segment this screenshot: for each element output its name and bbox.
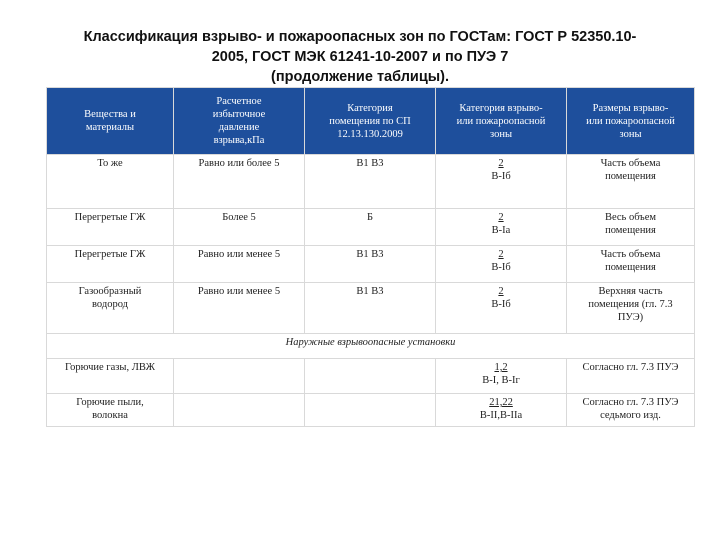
substance-cell: То же <box>47 155 174 209</box>
table-row <box>47 246 695 283</box>
room-category-cell <box>305 359 436 394</box>
room-category-cell: Б <box>305 209 436 246</box>
table-row <box>47 283 695 334</box>
table-header <box>47 88 695 155</box>
pressure-cell <box>174 394 305 427</box>
zone-category-cell: 1,2 В-I, В-Iг <box>436 359 567 394</box>
zones-table <box>46 87 695 427</box>
header-room-category: Категория помещения по СП 12.13.130.2009 <box>305 88 436 155</box>
section-row <box>47 334 695 359</box>
pressure-cell: Равно или более 5 <box>174 155 305 209</box>
page-title <box>20 27 700 87</box>
substance-cell: Горючие газы, ЛВЖ <box>47 359 174 394</box>
section-heading: Наружные взрывоопасные установки <box>47 334 695 359</box>
header-zone-category: Категория взрыво- или пожароопасной зоны <box>436 88 567 155</box>
table-row <box>47 394 695 427</box>
zone-category-cell: 2 В-Iб <box>436 246 567 283</box>
title-line-1: Классификация взрыво- и пожароопасных зон по ГОСТам: ГОСТ Р 52350.10- <box>83 29 637 45</box>
header-pressure: Расчетное избыточное давление взрыва,кПа <box>174 88 305 155</box>
header-zone-size: Размеры взрыво- или пожароопасной зоны <box>567 88 695 155</box>
zone-size-cell: Согласно гл. 7.3 ПУЭ <box>567 359 695 394</box>
title-line-2: 2005, ГОСТ МЭК 61241-10-2007 и по ПУЭ 7 <box>211 49 509 65</box>
zone-size-cell: Верхняя часть помещения (гл. 7.3 ПУЭ) <box>567 283 695 334</box>
room-category-cell: В1 В3 <box>305 283 436 334</box>
table-row <box>47 209 695 246</box>
title-line-3: (продолжение таблицы). <box>271 69 449 85</box>
zone-category-cell: 2 В-Iб <box>436 283 567 334</box>
substance-cell: Перегретые ГЖ <box>47 209 174 246</box>
room-category-cell: В1 В3 <box>305 246 436 283</box>
header-substances: Вещества и материалы <box>47 88 174 155</box>
pressure-cell: Равно или менее 5 <box>174 246 305 283</box>
zone-category-cell: 21,22 В-II,В-IIа <box>436 394 567 427</box>
pressure-cell: Равно или менее 5 <box>174 283 305 334</box>
zone-size-cell: Весь объем помещения <box>567 209 695 246</box>
substance-cell: Перегретые ГЖ <box>47 246 174 283</box>
table-row <box>47 359 695 394</box>
room-category-cell <box>305 394 436 427</box>
substance-cell: Горючие пыли, волокна <box>47 394 174 427</box>
table-row <box>47 155 695 209</box>
zone-category-cell: 2 В-Iа <box>436 209 567 246</box>
room-category-cell: В1 В3 <box>305 155 436 209</box>
zone-size-cell: Согласно гл. 7.3 ПУЭ седьмого изд. <box>567 394 695 427</box>
pressure-cell: Более 5 <box>174 209 305 246</box>
zone-category-cell: 2 В-Iб <box>436 155 567 209</box>
substance-cell: Газообразный водород <box>47 283 174 334</box>
zone-size-cell: Часть объема помещения <box>567 246 695 283</box>
zone-size-cell: Часть объема помещения <box>567 155 695 209</box>
pressure-cell <box>174 359 305 394</box>
